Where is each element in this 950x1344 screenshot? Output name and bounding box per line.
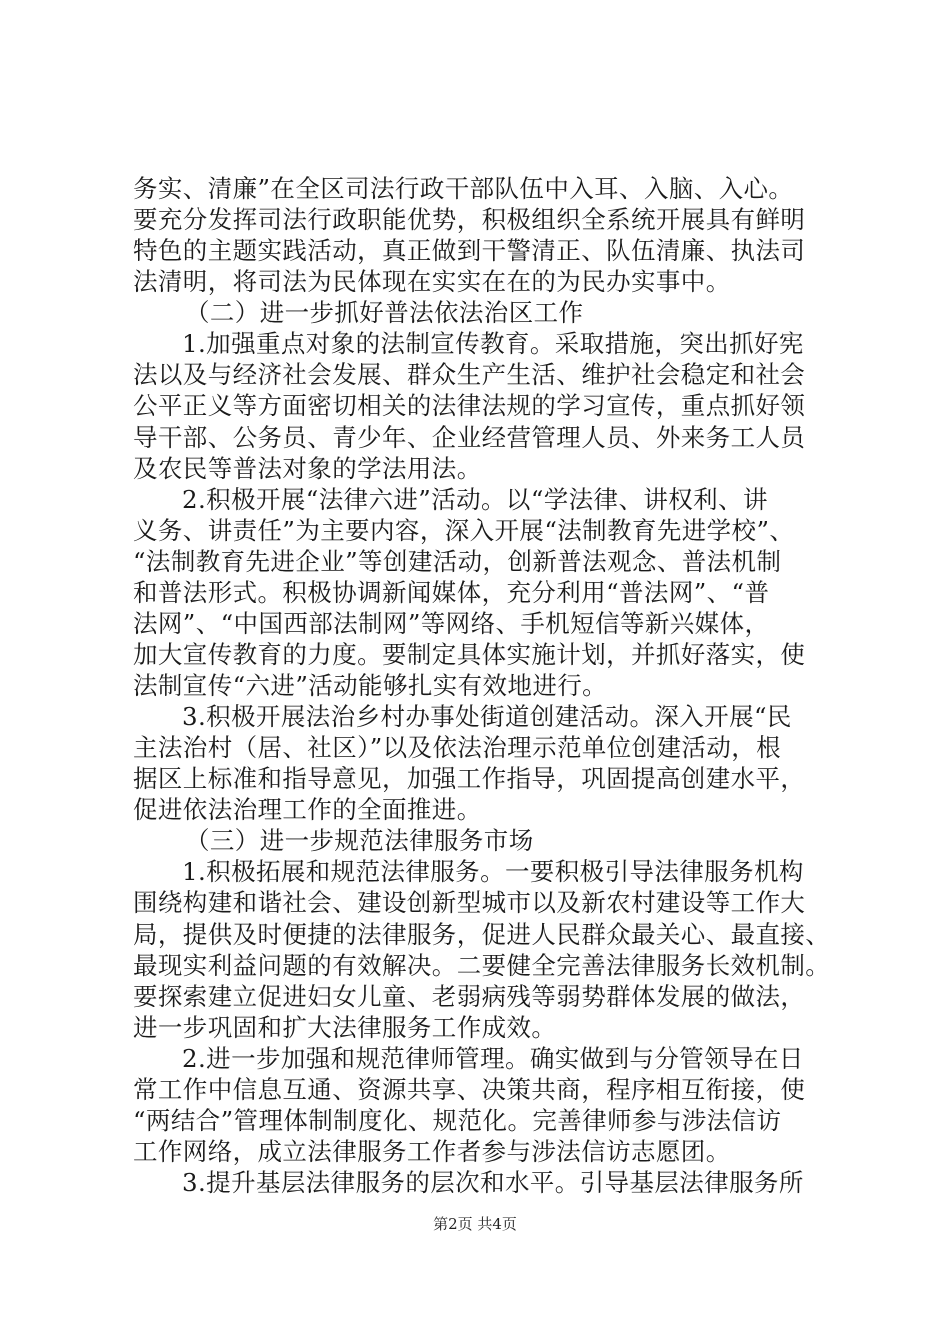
text-line: 特色的主题实践活动，真正做到干警清正、队伍清廉、执法司 xyxy=(133,236,806,265)
text-line: 1.加强重点对象的法制宣传教育。采取措施，突出抓好宪 xyxy=(182,329,804,358)
text-line: 2.积极开展“法律六进”活动。以“学法律、讲权利、讲 xyxy=(182,485,768,514)
text-line: 和普法形式。积极协调新闻媒体，充分利用“普法网”、“普 xyxy=(133,578,770,607)
text-line: “法制教育先进企业”等创建活动，创新普法观念、普法机制 xyxy=(133,547,782,576)
text-line: 3.提升基层法律服务的层次和水平。引导基层法律服务所 xyxy=(182,1168,804,1197)
section-heading: （三）进一步规范法律服务市场 xyxy=(185,826,534,855)
text-line: 加大宣传教育的力度。要制定具体实施计划，并抓好落实，使 xyxy=(133,640,806,669)
text-line: 据区上标准和指导意见，加强工作指导，巩固提高创建水平， xyxy=(133,764,806,793)
text-line: 局，提供及时便捷的法律服务，促进人民群众最关心、最直接、 xyxy=(133,920,831,949)
text-line: 法清明，将司法为民体现在实实在在的为民办实事中。 xyxy=(133,267,731,296)
text-line: 及农民等普法对象的学法用法。 xyxy=(133,454,482,483)
text-line: 法以及与经济社会发展、群众生产生活、维护社会稳定和社会 xyxy=(133,360,806,389)
page-number-footer: 第2页 共4页 xyxy=(433,1215,517,1233)
text-line: 工作网络，成立法律服务工作者参与涉法信访志愿团。 xyxy=(133,1137,731,1166)
text-line: 最现实利益问题的有效解决。二要健全完善法律服务长效机制。 xyxy=(133,951,831,980)
text-line: 导干部、公务员、青少年、企业经营管理人员、外来务工人员 xyxy=(133,423,806,452)
text-line: 促进依法治理工作的全面推进。 xyxy=(133,795,482,824)
text-line: 义务、讲责任”为主要内容，深入开展“法制教育先进学校”、 xyxy=(133,516,795,545)
text-line: 1.积极拓展和规范法律服务。一要积极引导法律服务机构 xyxy=(182,857,804,886)
text-line: 3.积极开展法治乡村办事处街道创建活动。深入开展“民 xyxy=(182,702,792,731)
text-line: 围绕构建和谐社会、建设创新型城市以及新农村建设等工作大 xyxy=(133,888,806,917)
text-line: 进一步巩固和扩大法律服务工作成效。 xyxy=(133,1013,557,1042)
text-line: 要充分发挥司法行政职能优势，积极组织全系统开展具有鲜明 xyxy=(133,205,806,234)
text-line: “两结合”管理体制制度化、规范化。完善律师参与涉法信访 xyxy=(133,1106,782,1135)
text-line: 主法治村（居、社区）”以及依法治理示范单位创建活动，根 xyxy=(133,733,782,762)
text-line: 常工作中信息互通、资源共享、决策共商，程序相互衔接，使 xyxy=(133,1075,806,1104)
text-line: 公平正义等方面密切相关的法律法规的学习宣传，重点抓好领 xyxy=(133,391,806,420)
text-line: 要探索建立促进妇女儿童、老弱病残等弱势群体发展的做法， xyxy=(133,982,806,1011)
text-line: 2.进一步加强和规范律师管理。确实做到与分管领导在日 xyxy=(182,1044,804,1073)
text-line: 法网”、“中国西部法制网”等网络、手机短信等新兴媒体， xyxy=(133,609,770,638)
text-line: 务实、清廉”在全区司法行政干部队伍中入耳、入脑、入心。 xyxy=(133,174,794,203)
text-line: 法制宣传“六进”活动能够扎实有效地进行。 xyxy=(133,671,608,700)
section-heading: （二）进一步抓好普法依法治区工作 xyxy=(185,298,584,327)
